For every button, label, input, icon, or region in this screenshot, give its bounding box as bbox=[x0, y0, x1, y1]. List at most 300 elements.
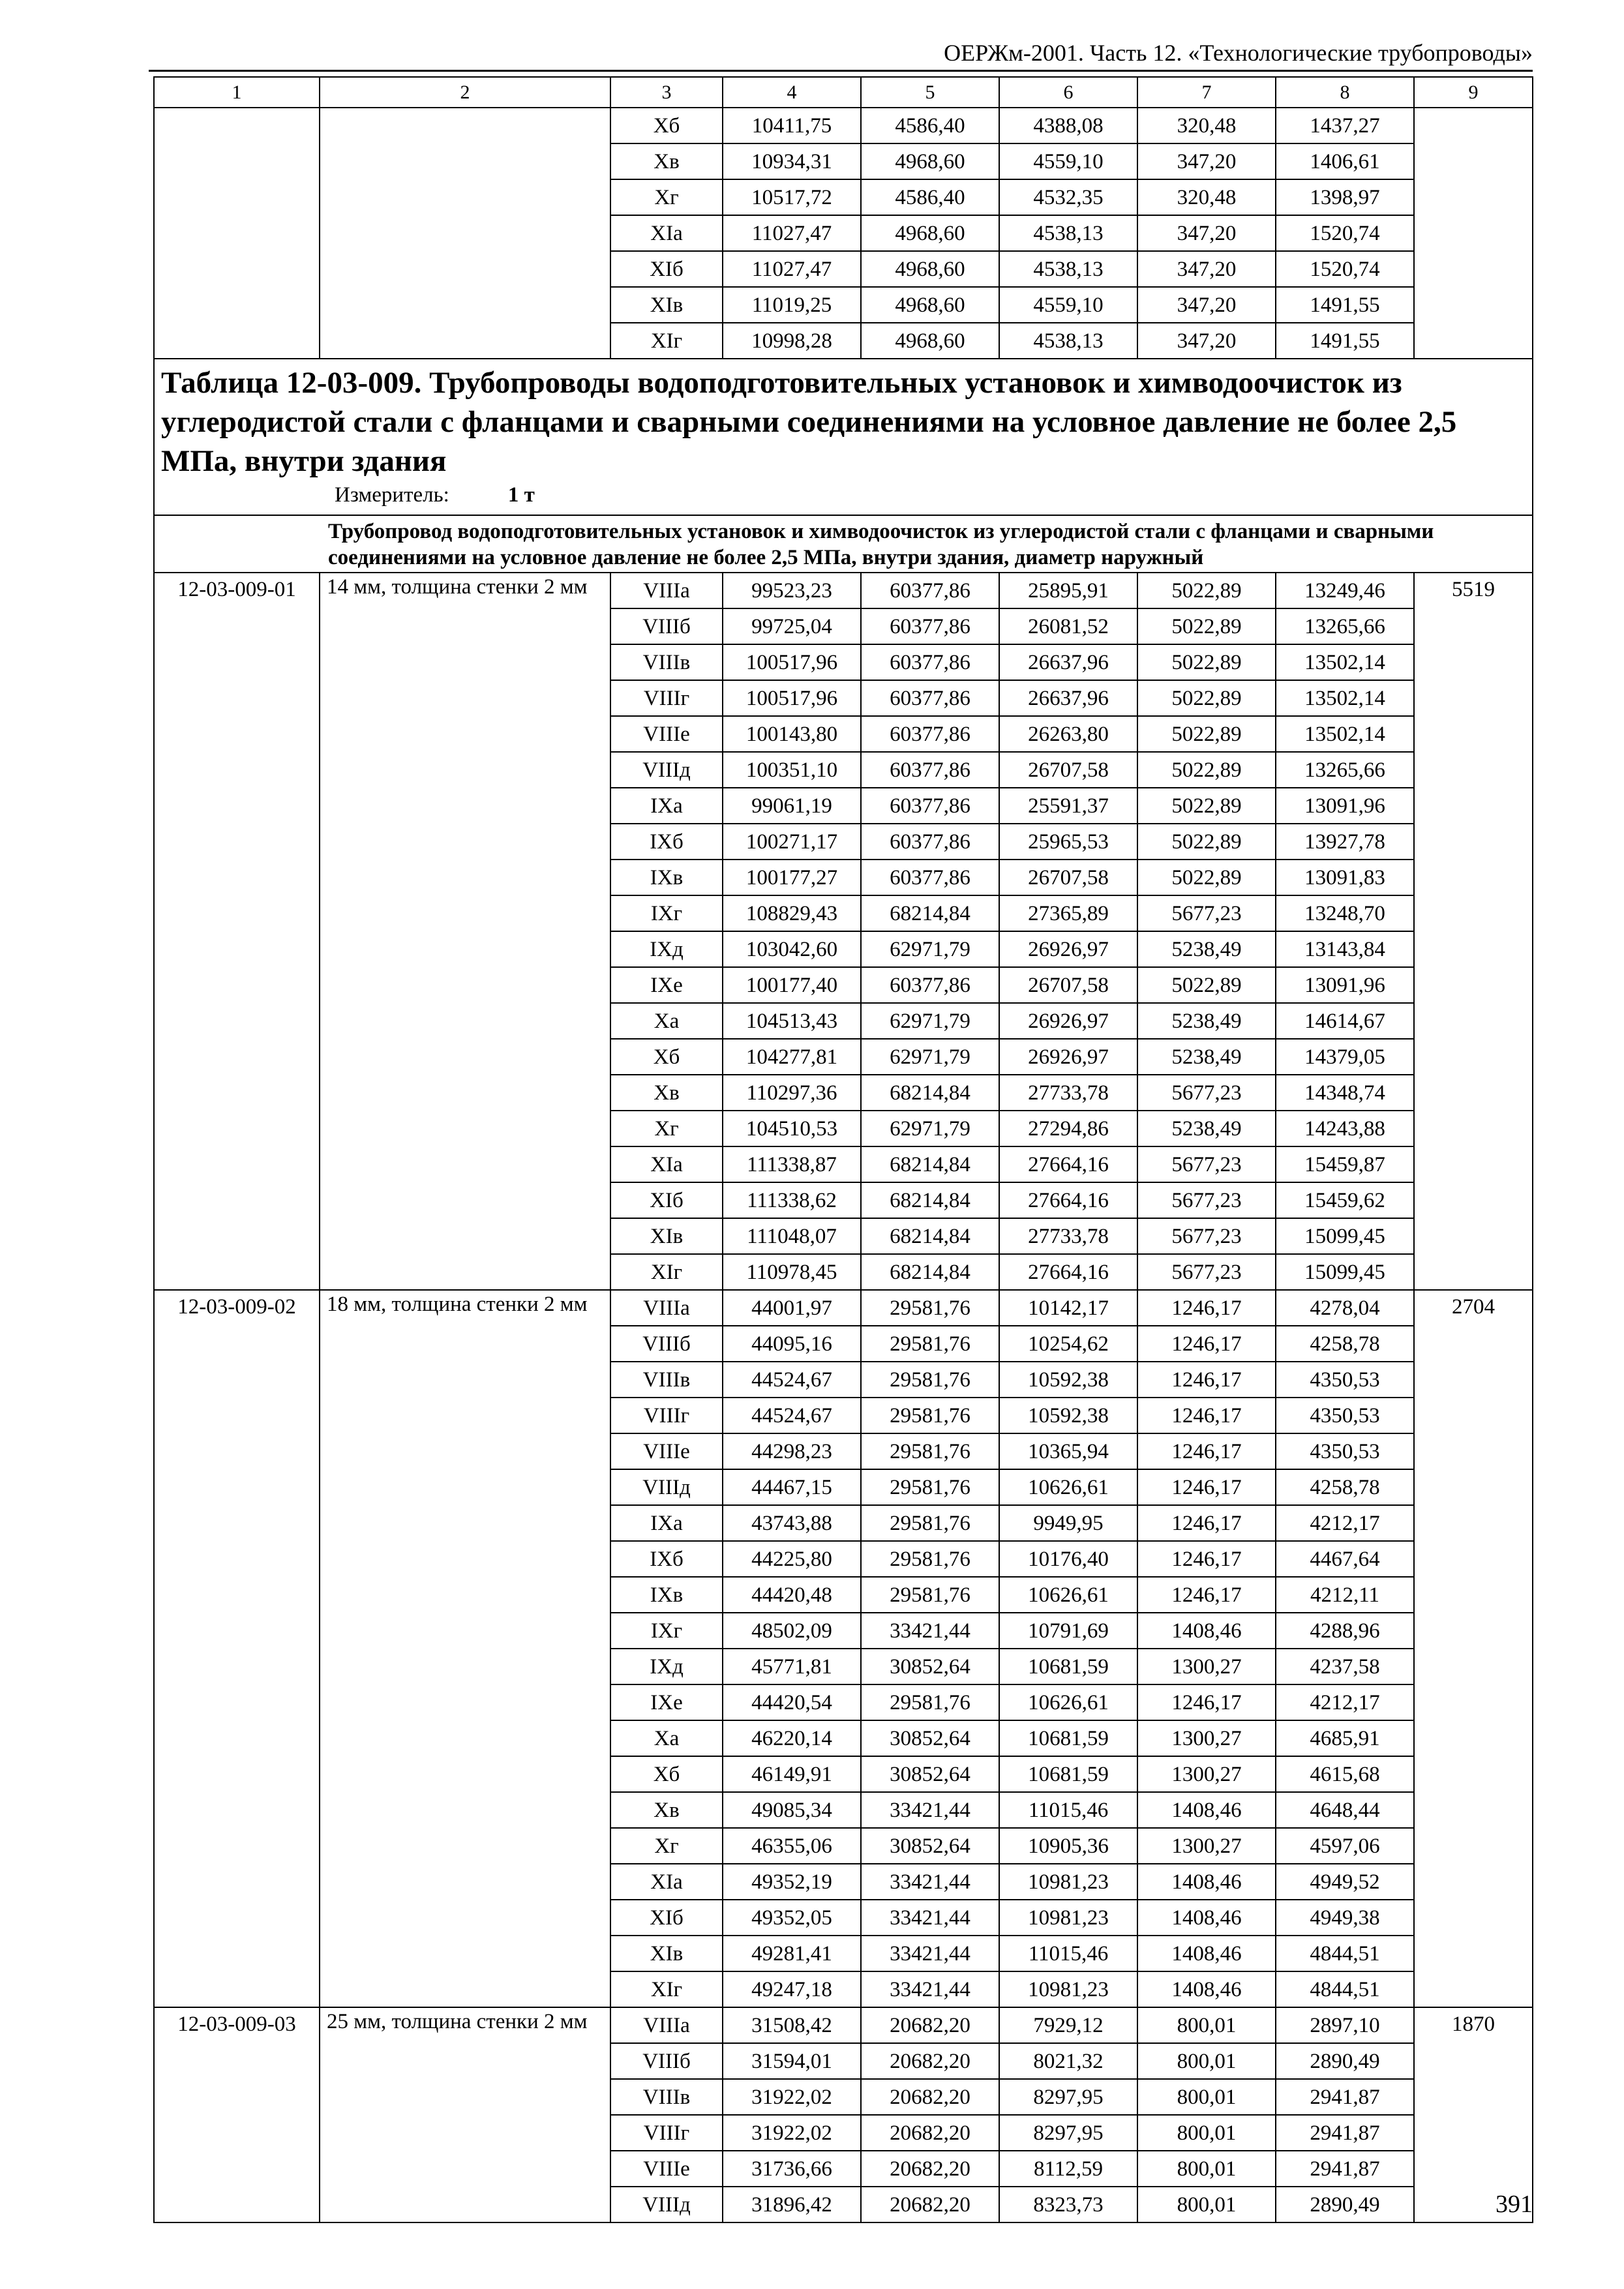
value-cell: 30852,64 bbox=[861, 1756, 999, 1792]
value-cell: 1300,27 bbox=[1137, 1828, 1276, 1864]
zone-cell: Ха bbox=[610, 1720, 723, 1756]
value-cell: 20682,20 bbox=[861, 2115, 999, 2151]
value-cell: 5238,49 bbox=[1137, 931, 1276, 967]
value-cell: 100143,80 bbox=[723, 716, 861, 752]
value-cell: 10592,38 bbox=[999, 1398, 1137, 1433]
zone-cell: ХIб bbox=[610, 251, 723, 287]
zone-cell: VIIIе bbox=[610, 1433, 723, 1469]
value-cell: 800,01 bbox=[1137, 2079, 1276, 2115]
value-cell: 111338,62 bbox=[723, 1182, 861, 1218]
value-cell: 33421,44 bbox=[861, 1613, 999, 1649]
zone-cell: Хв bbox=[610, 1075, 723, 1111]
value-cell: 4350,53 bbox=[1276, 1362, 1414, 1398]
zone-cell: IХг bbox=[610, 1613, 723, 1649]
zone-cell: IХв bbox=[610, 860, 723, 895]
value-cell: 26263,80 bbox=[999, 716, 1137, 752]
value-cell: 800,01 bbox=[1137, 2043, 1276, 2079]
zone-cell: ХIа bbox=[610, 215, 723, 251]
value-cell: 2897,10 bbox=[1276, 2007, 1414, 2043]
value-cell: 31922,02 bbox=[723, 2115, 861, 2151]
value-cell: 62971,79 bbox=[861, 1111, 999, 1146]
zone-cell: IХг bbox=[610, 895, 723, 931]
value-cell: 5677,23 bbox=[1137, 1254, 1276, 1290]
value-cell: 1246,17 bbox=[1137, 1290, 1276, 1326]
zone-cell: VIIIв bbox=[610, 2079, 723, 2115]
value-cell: 800,01 bbox=[1137, 2151, 1276, 2187]
value-cell: 347,20 bbox=[1137, 143, 1276, 179]
value-cell: 1300,27 bbox=[1137, 1756, 1276, 1792]
value-cell: 20682,20 bbox=[861, 2043, 999, 2079]
zone-cell: VIIIе bbox=[610, 2151, 723, 2187]
value-cell: 1406,61 bbox=[1276, 143, 1414, 179]
value-cell: 100517,96 bbox=[723, 644, 861, 680]
value-cell: 1246,17 bbox=[1137, 1398, 1276, 1433]
value-cell: 60377,86 bbox=[861, 716, 999, 752]
value-cell: 15459,62 bbox=[1276, 1182, 1414, 1218]
value-cell: 4559,10 bbox=[999, 143, 1137, 179]
zone-cell: VIIIа bbox=[610, 573, 723, 608]
value-cell: 5022,89 bbox=[1137, 860, 1276, 895]
value-cell: 2941,87 bbox=[1276, 2079, 1414, 2115]
value-cell: 10626,61 bbox=[999, 1469, 1137, 1505]
value-cell: 1408,46 bbox=[1137, 1792, 1276, 1828]
value-cell: 14614,67 bbox=[1276, 1003, 1414, 1039]
value-cell: 33421,44 bbox=[861, 1900, 999, 1936]
value-cell: 68214,84 bbox=[861, 1254, 999, 1290]
zone-cell: VIIIг bbox=[610, 680, 723, 716]
value-cell: 4648,44 bbox=[1276, 1792, 1414, 1828]
zone-cell: VIIIв bbox=[610, 644, 723, 680]
value-cell: 9949,95 bbox=[999, 1505, 1137, 1541]
zone-cell: Ха bbox=[610, 1003, 723, 1039]
zone-cell: IХв bbox=[610, 1577, 723, 1613]
value-cell: 10681,59 bbox=[999, 1649, 1137, 1684]
value-cell: 11019,25 bbox=[723, 287, 861, 323]
value-cell: 29581,76 bbox=[861, 1326, 999, 1362]
zone-cell: VIIIб bbox=[610, 608, 723, 644]
value-cell: 4968,60 bbox=[861, 143, 999, 179]
rates-table bbox=[153, 76, 1533, 2223]
value-cell: 13248,70 bbox=[1276, 895, 1414, 931]
zone-cell: Хб bbox=[610, 1756, 723, 1792]
value-cell: 20682,20 bbox=[861, 2187, 999, 2222]
value-cell: 4212,17 bbox=[1276, 1505, 1414, 1541]
value-cell: 13265,66 bbox=[1276, 608, 1414, 644]
value-cell: 33421,44 bbox=[861, 1971, 999, 2007]
value-cell: 25591,37 bbox=[999, 788, 1137, 824]
value-cell: 104513,43 bbox=[723, 1003, 861, 1039]
column-number: 9 bbox=[1414, 77, 1533, 108]
value-cell: 33421,44 bbox=[861, 1792, 999, 1828]
value-cell: 49085,34 bbox=[723, 1792, 861, 1828]
value-cell: 44095,16 bbox=[723, 1326, 861, 1362]
value-cell: 49352,19 bbox=[723, 1864, 861, 1900]
value-cell: 800,01 bbox=[1137, 2007, 1276, 2043]
value-cell: 60377,86 bbox=[861, 967, 999, 1003]
value-cell: 26707,58 bbox=[999, 752, 1137, 788]
value-cell: 5238,49 bbox=[1137, 1111, 1276, 1146]
value-cell: 4968,60 bbox=[861, 251, 999, 287]
zone-cell: VIIIг bbox=[610, 1398, 723, 1433]
value-cell: 1300,27 bbox=[1137, 1649, 1276, 1684]
table-row bbox=[154, 2007, 1533, 2043]
value-cell: 62971,79 bbox=[861, 1039, 999, 1075]
zone-cell: Хг bbox=[610, 1828, 723, 1864]
value-cell: 1408,46 bbox=[1137, 1900, 1276, 1936]
value-cell: 60377,86 bbox=[861, 752, 999, 788]
value-cell: 13143,84 bbox=[1276, 931, 1414, 967]
rate-description-cell: 18 мм, толщина стенки 2 мм bbox=[320, 1290, 610, 2007]
value-cell: 4968,60 bbox=[861, 323, 999, 359]
value-cell: 29581,76 bbox=[861, 1290, 999, 1326]
value-cell: 100177,27 bbox=[723, 860, 861, 895]
value-cell: 800,01 bbox=[1137, 2115, 1276, 2151]
value-cell: 4237,58 bbox=[1276, 1649, 1414, 1684]
value-cell: 4844,51 bbox=[1276, 1971, 1414, 2007]
value-cell: 110297,36 bbox=[723, 1075, 861, 1111]
zone-cell: ХIг bbox=[610, 323, 723, 359]
value-cell: 25895,91 bbox=[999, 573, 1137, 608]
value-cell: 46149,91 bbox=[723, 1756, 861, 1792]
value-cell: 10626,61 bbox=[999, 1684, 1137, 1720]
value-cell: 30852,64 bbox=[861, 1720, 999, 1756]
value-cell: 60377,86 bbox=[861, 680, 999, 716]
value-cell: 27664,16 bbox=[999, 1254, 1137, 1290]
table-row bbox=[154, 108, 1533, 143]
value-cell: 2941,87 bbox=[1276, 2151, 1414, 2187]
value-cell: 13502,14 bbox=[1276, 644, 1414, 680]
value-cell: 29581,76 bbox=[861, 1541, 999, 1577]
rate-count-cell: 1870 bbox=[1414, 2007, 1533, 2222]
value-cell: 20682,20 bbox=[861, 2151, 999, 2187]
value-cell: 1520,74 bbox=[1276, 215, 1414, 251]
column-number: 6 bbox=[999, 77, 1137, 108]
zone-cell: ХIг bbox=[610, 1254, 723, 1290]
value-cell: 8021,32 bbox=[999, 2043, 1137, 2079]
value-cell: 1408,46 bbox=[1137, 1936, 1276, 1971]
value-cell: 44420,48 bbox=[723, 1577, 861, 1613]
value-cell: 1491,55 bbox=[1276, 287, 1414, 323]
value-cell: 11015,46 bbox=[999, 1792, 1137, 1828]
rate-description-cell: 14 мм, толщина стенки 2 мм bbox=[320, 573, 610, 1290]
zone-cell: IХд bbox=[610, 931, 723, 967]
value-cell: 5677,23 bbox=[1137, 895, 1276, 931]
value-cell: 10998,28 bbox=[723, 323, 861, 359]
value-cell: 5238,49 bbox=[1137, 1039, 1276, 1075]
value-cell: 68214,84 bbox=[861, 1075, 999, 1111]
rate-description-cell: 25 мм, толщина стенки 2 мм bbox=[320, 2007, 610, 2222]
value-cell: 5677,23 bbox=[1137, 1075, 1276, 1111]
column-number-row bbox=[154, 77, 1533, 108]
value-cell: 26707,58 bbox=[999, 860, 1137, 895]
zone-cell: VIIIг bbox=[610, 2115, 723, 2151]
value-cell: 26926,97 bbox=[999, 1003, 1137, 1039]
value-cell: 5022,89 bbox=[1137, 680, 1276, 716]
value-cell: 7929,12 bbox=[999, 2007, 1137, 2043]
value-cell: 111048,07 bbox=[723, 1218, 861, 1254]
value-cell: 10934,31 bbox=[723, 143, 861, 179]
zone-cell: VIIIб bbox=[610, 2043, 723, 2079]
value-cell: 68214,84 bbox=[861, 895, 999, 931]
value-cell: 8323,73 bbox=[999, 2187, 1137, 2222]
value-cell: 100517,96 bbox=[723, 680, 861, 716]
value-cell: 104277,81 bbox=[723, 1039, 861, 1075]
value-cell: 68214,84 bbox=[861, 1218, 999, 1254]
zone-cell: VIIIд bbox=[610, 1469, 723, 1505]
value-cell: 99725,04 bbox=[723, 608, 861, 644]
value-cell: 44420,54 bbox=[723, 1684, 861, 1720]
rate-code-cell: 12-03-009-01 bbox=[154, 573, 320, 1290]
value-cell: 26926,97 bbox=[999, 1039, 1137, 1075]
value-cell: 1246,17 bbox=[1137, 1362, 1276, 1398]
value-cell: 13249,46 bbox=[1276, 573, 1414, 608]
value-cell: 15099,45 bbox=[1276, 1254, 1414, 1290]
page-header: ОЕРЖм-2001. Часть 12. «Технологические трубопроводы» bbox=[944, 40, 1533, 66]
zone-cell: VIIIд bbox=[610, 752, 723, 788]
value-cell: 1246,17 bbox=[1137, 1505, 1276, 1541]
value-cell: 10681,59 bbox=[999, 1756, 1137, 1792]
rate-code-cell: 12-03-009-03 bbox=[154, 2007, 320, 2222]
zone-cell: IХб bbox=[610, 1541, 723, 1577]
value-cell: 1491,55 bbox=[1276, 323, 1414, 359]
value-cell: 44467,15 bbox=[723, 1469, 861, 1505]
value-cell: 1408,46 bbox=[1137, 1971, 1276, 2007]
value-cell: 68214,84 bbox=[861, 1146, 999, 1182]
zone-cell: IХд bbox=[610, 1649, 723, 1684]
value-cell: 44524,67 bbox=[723, 1362, 861, 1398]
value-cell: 62971,79 bbox=[861, 931, 999, 967]
value-cell: 4258,78 bbox=[1276, 1326, 1414, 1362]
value-cell: 29581,76 bbox=[861, 1577, 999, 1613]
value-cell: 27664,16 bbox=[999, 1146, 1137, 1182]
value-cell: 27733,78 bbox=[999, 1218, 1137, 1254]
value-cell: 4968,60 bbox=[861, 215, 999, 251]
value-cell: 4350,53 bbox=[1276, 1398, 1414, 1433]
value-cell: 44001,97 bbox=[723, 1290, 861, 1326]
zone-cell: Хб bbox=[610, 108, 723, 143]
value-cell: 27664,16 bbox=[999, 1182, 1137, 1218]
column-number: 1 bbox=[154, 77, 320, 108]
value-cell: 10176,40 bbox=[999, 1541, 1137, 1577]
value-cell: 10681,59 bbox=[999, 1720, 1137, 1756]
value-cell: 44524,67 bbox=[723, 1398, 861, 1433]
value-cell: 13502,14 bbox=[1276, 716, 1414, 752]
value-cell: 26926,97 bbox=[999, 931, 1137, 967]
value-cell: 10981,23 bbox=[999, 1971, 1137, 2007]
value-cell: 10142,17 bbox=[999, 1290, 1137, 1326]
value-cell: 11027,47 bbox=[723, 251, 861, 287]
zone-cell: ХIа bbox=[610, 1146, 723, 1182]
value-cell: 100177,40 bbox=[723, 967, 861, 1003]
value-cell: 4212,11 bbox=[1276, 1577, 1414, 1613]
table-title: Таблица 12-03-009. Трубопроводы водоподготовительных установок и химводоочисток из углеродистой стали с фланцами и сварными соединениями на условное давление не более 2,5 МПа, внутри здания bbox=[161, 366, 1457, 478]
subheader-row bbox=[154, 515, 1533, 573]
column-number: 4 bbox=[723, 77, 861, 108]
rate-count-cell: 2704 bbox=[1414, 1290, 1533, 2007]
value-cell: 111338,87 bbox=[723, 1146, 861, 1182]
value-cell: 4538,13 bbox=[999, 323, 1137, 359]
zone-cell: ХIб bbox=[610, 1182, 723, 1218]
value-cell: 26637,96 bbox=[999, 680, 1137, 716]
value-cell: 14379,05 bbox=[1276, 1039, 1414, 1075]
value-cell: 4258,78 bbox=[1276, 1469, 1414, 1505]
value-cell: 20682,20 bbox=[861, 2007, 999, 2043]
value-cell: 13091,83 bbox=[1276, 860, 1414, 895]
value-cell: 5022,89 bbox=[1137, 573, 1276, 608]
value-cell: 33421,44 bbox=[861, 1936, 999, 1971]
value-cell: 13091,96 bbox=[1276, 788, 1414, 824]
value-cell: 49247,18 bbox=[723, 1971, 861, 2007]
value-cell: 1246,17 bbox=[1137, 1684, 1276, 1720]
value-cell: 49352,05 bbox=[723, 1900, 861, 1936]
value-cell: 1408,46 bbox=[1137, 1613, 1276, 1649]
value-cell: 320,48 bbox=[1137, 108, 1276, 143]
column-number: 2 bbox=[320, 77, 610, 108]
zone-cell: Хв bbox=[610, 143, 723, 179]
table-title-row bbox=[154, 359, 1533, 515]
value-cell: 31736,66 bbox=[723, 2151, 861, 2187]
value-cell: 347,20 bbox=[1137, 215, 1276, 251]
zone-cell: ХIб bbox=[610, 1900, 723, 1936]
value-cell: 5677,23 bbox=[1137, 1182, 1276, 1218]
unit-label: Измеритель: bbox=[335, 483, 449, 507]
value-cell: 1246,17 bbox=[1137, 1541, 1276, 1577]
table-row bbox=[154, 573, 1533, 608]
value-cell: 13927,78 bbox=[1276, 824, 1414, 860]
value-cell: 5238,49 bbox=[1137, 1003, 1276, 1039]
value-cell: 1246,17 bbox=[1137, 1326, 1276, 1362]
value-cell: 4685,91 bbox=[1276, 1720, 1414, 1756]
value-cell: 5022,89 bbox=[1137, 752, 1276, 788]
value-cell: 10592,38 bbox=[999, 1362, 1137, 1398]
value-cell: 104510,53 bbox=[723, 1111, 861, 1146]
value-cell: 4597,06 bbox=[1276, 1828, 1414, 1864]
value-cell: 26637,96 bbox=[999, 644, 1137, 680]
zone-cell: IХб bbox=[610, 824, 723, 860]
value-cell: 4949,38 bbox=[1276, 1900, 1414, 1936]
value-cell: 15099,45 bbox=[1276, 1218, 1414, 1254]
value-cell: 8297,95 bbox=[999, 2079, 1137, 2115]
zone-cell: Хб bbox=[610, 1039, 723, 1075]
zone-cell: ХIв bbox=[610, 1936, 723, 1971]
value-cell: 10626,61 bbox=[999, 1577, 1137, 1613]
value-cell: 347,20 bbox=[1137, 251, 1276, 287]
zone-cell: ХIв bbox=[610, 1218, 723, 1254]
value-cell: 1300,27 bbox=[1137, 1720, 1276, 1756]
value-cell: 5022,89 bbox=[1137, 788, 1276, 824]
header-rule bbox=[149, 70, 1533, 72]
value-cell: 60377,86 bbox=[861, 608, 999, 644]
value-cell: 5022,89 bbox=[1137, 644, 1276, 680]
value-cell: 2890,49 bbox=[1276, 2043, 1414, 2079]
value-cell: 4949,52 bbox=[1276, 1864, 1414, 1900]
value-cell: 62971,79 bbox=[861, 1003, 999, 1039]
value-cell: 30852,64 bbox=[861, 1649, 999, 1684]
value-cell: 31508,42 bbox=[723, 2007, 861, 2043]
subheader-cell: Трубопровод водоподготовительных установок и химводоочисток из углеродистой стали с фланцами и сварными соединениями на условное давление не более 2,5 МПа, внутри здания, диаметр наружный bbox=[154, 515, 1533, 573]
value-cell: 29581,76 bbox=[861, 1433, 999, 1469]
value-cell: 5677,23 bbox=[1137, 1146, 1276, 1182]
value-cell: 8297,95 bbox=[999, 2115, 1137, 2151]
value-cell: 4288,96 bbox=[1276, 1613, 1414, 1649]
value-cell: 4538,13 bbox=[999, 251, 1137, 287]
value-cell: 4844,51 bbox=[1276, 1936, 1414, 1971]
value-cell: 29581,76 bbox=[861, 1469, 999, 1505]
value-cell: 43743,88 bbox=[723, 1505, 861, 1541]
value-cell: 29581,76 bbox=[861, 1684, 999, 1720]
value-cell: 10365,94 bbox=[999, 1433, 1137, 1469]
zone-cell: VIIIа bbox=[610, 1290, 723, 1326]
value-cell: 1437,27 bbox=[1276, 108, 1414, 143]
value-cell: 48502,09 bbox=[723, 1613, 861, 1649]
value-cell: 29581,76 bbox=[861, 1505, 999, 1541]
unit-value: 1 т bbox=[507, 483, 535, 507]
value-cell: 29581,76 bbox=[861, 1362, 999, 1398]
value-cell: 4968,60 bbox=[861, 287, 999, 323]
empty-count-cell bbox=[1414, 108, 1533, 359]
value-cell: 4212,17 bbox=[1276, 1684, 1414, 1720]
zone-cell: VIIIд bbox=[610, 2187, 723, 2222]
value-cell: 25965,53 bbox=[999, 824, 1137, 860]
zone-cell: VIIIе bbox=[610, 716, 723, 752]
empty-description-cell bbox=[320, 108, 610, 359]
value-cell: 13091,96 bbox=[1276, 967, 1414, 1003]
zone-cell: Хв bbox=[610, 1792, 723, 1828]
value-cell: 2890,49 bbox=[1276, 2187, 1414, 2222]
value-cell: 800,01 bbox=[1137, 2187, 1276, 2222]
value-cell: 26707,58 bbox=[999, 967, 1137, 1003]
value-cell: 11015,46 bbox=[999, 1936, 1137, 1971]
zone-cell: VIIIв bbox=[610, 1362, 723, 1398]
value-cell: 49281,41 bbox=[723, 1936, 861, 1971]
value-cell: 4559,10 bbox=[999, 287, 1137, 323]
value-cell: 99523,23 bbox=[723, 573, 861, 608]
zone-cell: IХе bbox=[610, 1684, 723, 1720]
value-cell: 8112,59 bbox=[999, 2151, 1137, 2187]
value-cell: 44225,80 bbox=[723, 1541, 861, 1577]
value-cell: 1246,17 bbox=[1137, 1577, 1276, 1613]
column-number: 5 bbox=[861, 77, 999, 108]
value-cell: 46220,14 bbox=[723, 1720, 861, 1756]
value-cell: 60377,86 bbox=[861, 824, 999, 860]
value-cell: 10791,69 bbox=[999, 1613, 1137, 1649]
zone-cell: IХа bbox=[610, 788, 723, 824]
zone-cell: IХе bbox=[610, 967, 723, 1003]
value-cell: 1246,17 bbox=[1137, 1469, 1276, 1505]
value-cell: 27733,78 bbox=[999, 1075, 1137, 1111]
value-cell: 100351,10 bbox=[723, 752, 861, 788]
value-cell: 5022,89 bbox=[1137, 824, 1276, 860]
value-cell: 10981,23 bbox=[999, 1864, 1137, 1900]
value-cell: 10981,23 bbox=[999, 1900, 1137, 1936]
value-cell: 1246,17 bbox=[1137, 1433, 1276, 1469]
value-cell: 10905,36 bbox=[999, 1828, 1137, 1864]
value-cell: 4350,53 bbox=[1276, 1433, 1414, 1469]
value-cell: 14348,74 bbox=[1276, 1075, 1414, 1111]
value-cell: 4278,04 bbox=[1276, 1290, 1414, 1326]
value-cell: 13265,66 bbox=[1276, 752, 1414, 788]
zone-cell: ХIв bbox=[610, 287, 723, 323]
value-cell: 1408,46 bbox=[1137, 1864, 1276, 1900]
table-title-cell bbox=[154, 359, 1533, 515]
value-cell: 31594,01 bbox=[723, 2043, 861, 2079]
value-cell: 4586,40 bbox=[861, 108, 999, 143]
value-cell: 108829,43 bbox=[723, 895, 861, 931]
value-cell: 103042,60 bbox=[723, 931, 861, 967]
value-cell: 68214,84 bbox=[861, 1182, 999, 1218]
value-cell: 44298,23 bbox=[723, 1433, 861, 1469]
value-cell: 11027,47 bbox=[723, 215, 861, 251]
